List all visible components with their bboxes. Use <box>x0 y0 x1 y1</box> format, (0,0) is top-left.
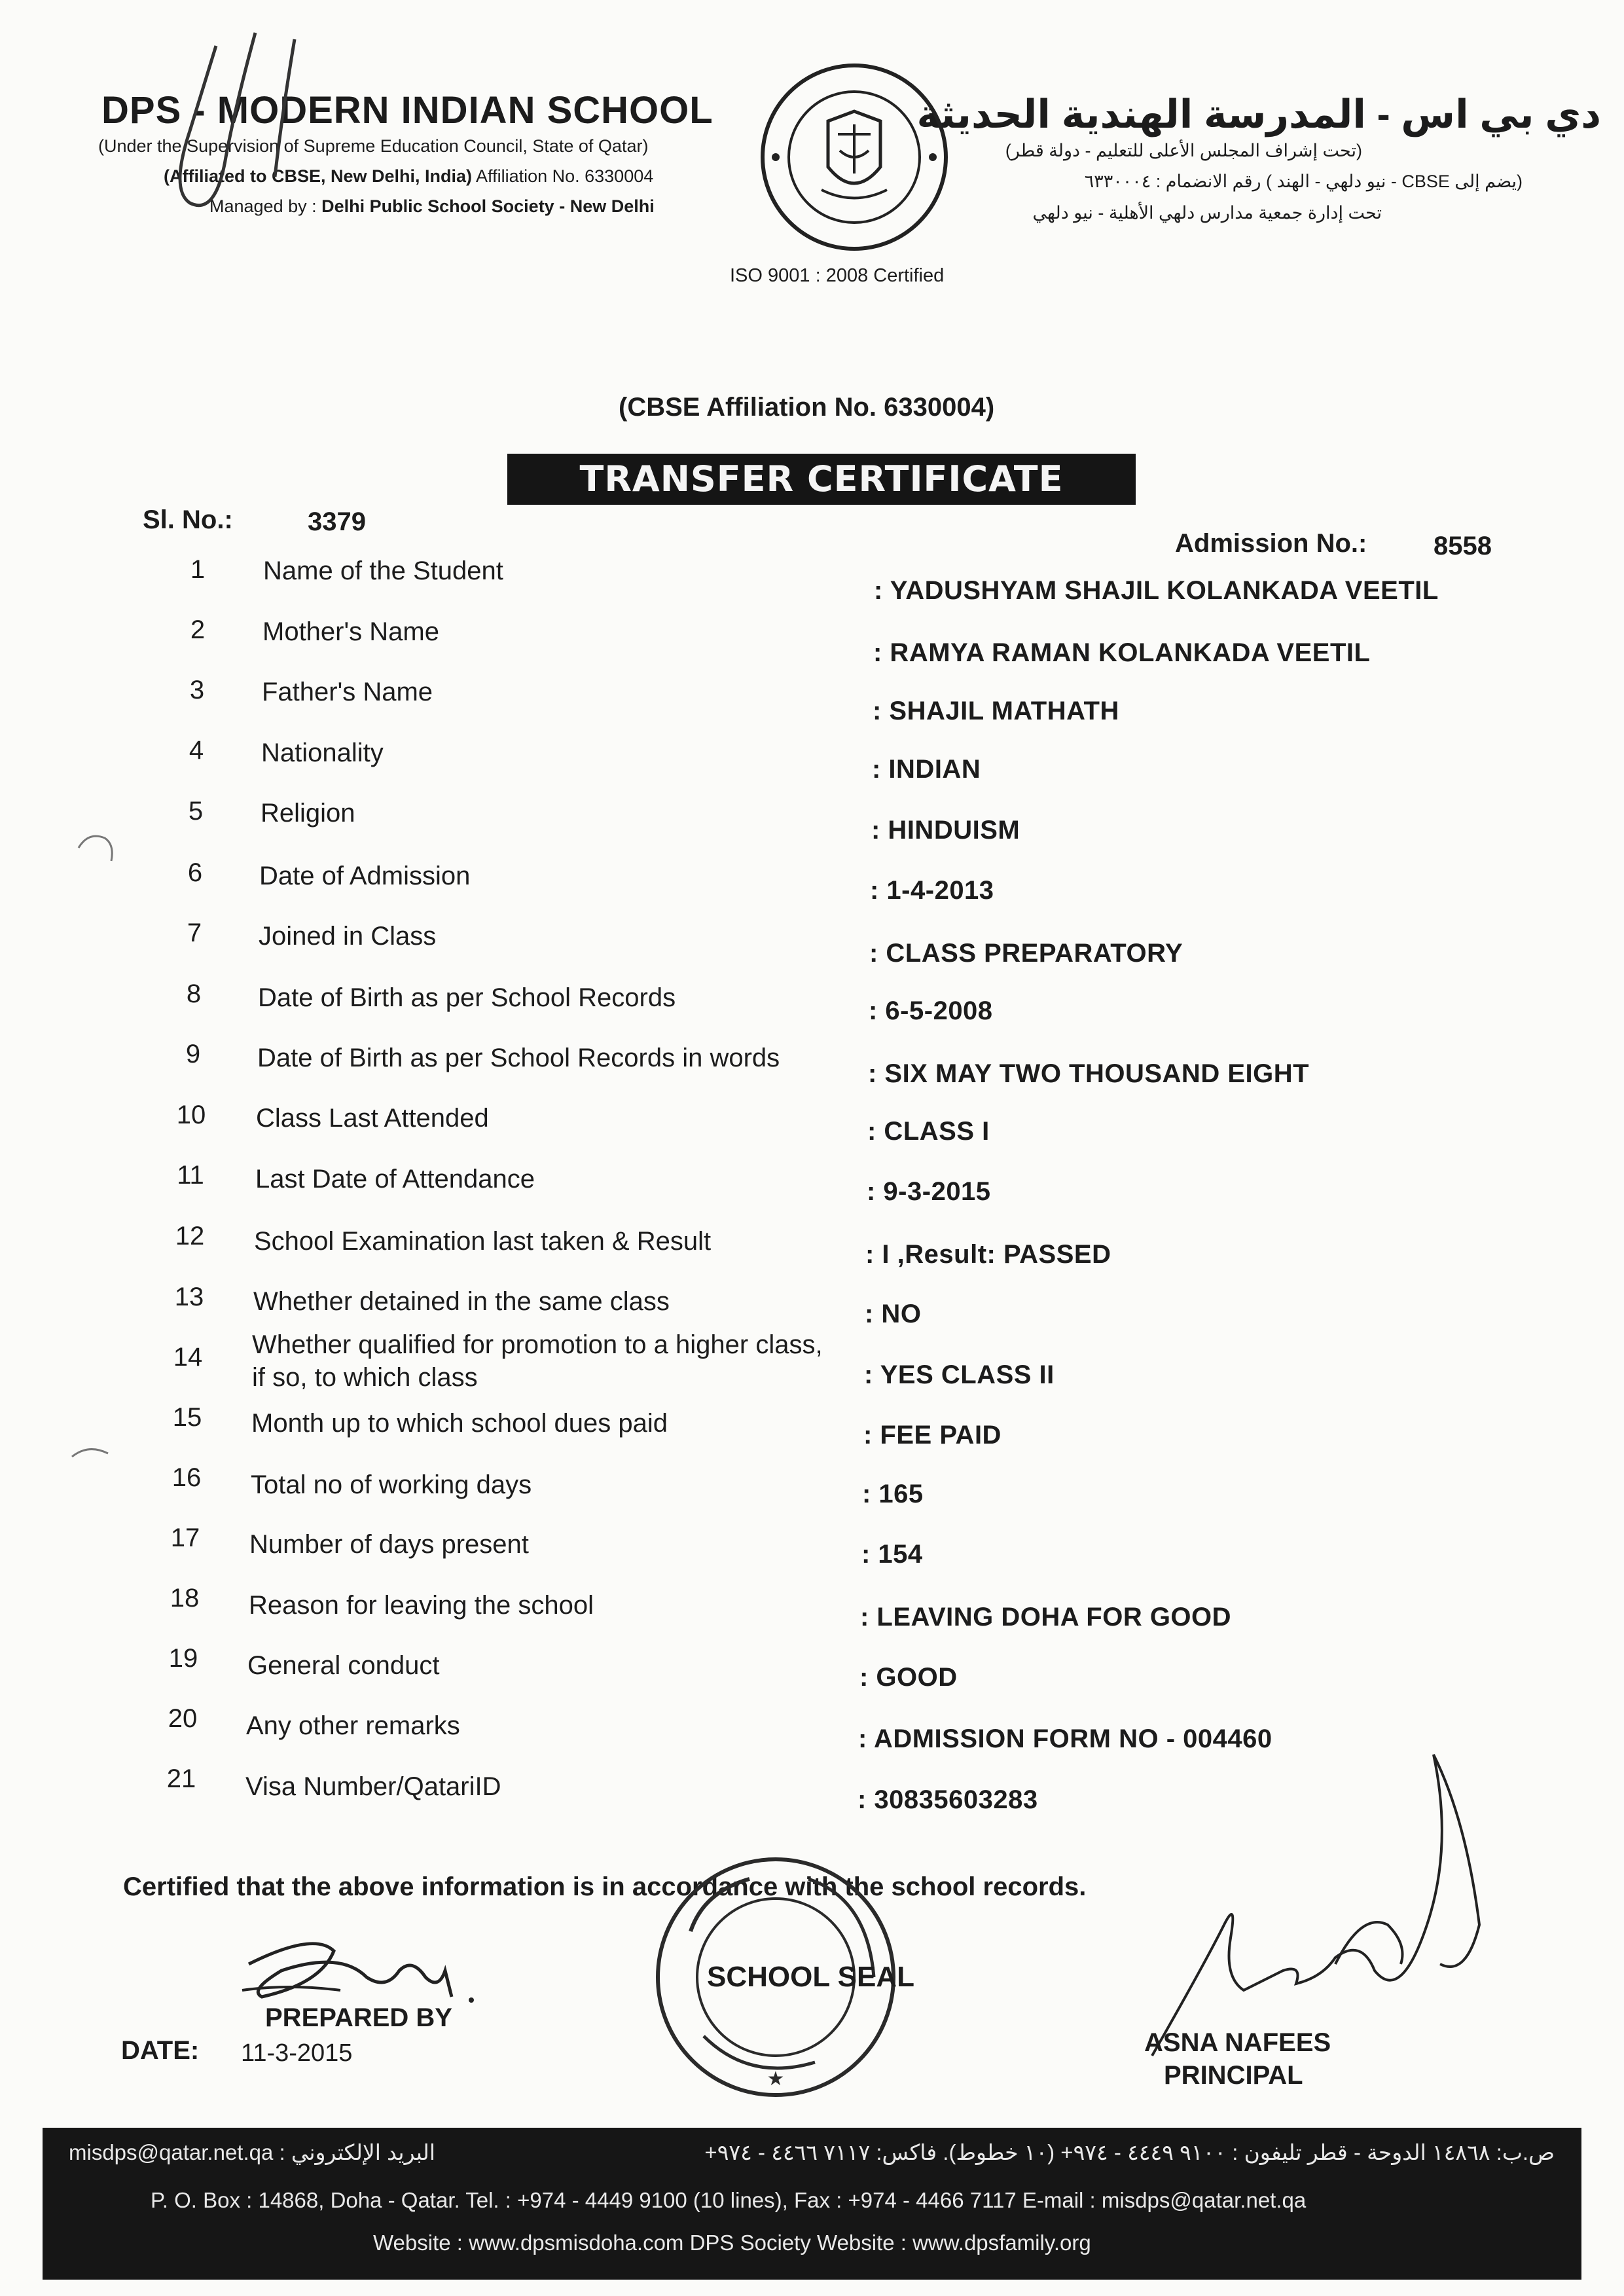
row-number: 9 <box>185 1040 201 1068</box>
affiliation-number: Affiliation No. 6330004 <box>472 166 654 186</box>
row-value: : YADUSHYAM SHAJIL KOLANKADA VEETIL <box>874 576 1439 605</box>
date-value: 11-3-2015 <box>241 2039 353 2067</box>
arabic-supervision-line: (تحت إشراف المجلس الأعلى للتعليم - دولة قطر) <box>1005 141 1362 160</box>
row-label: Number of days present <box>249 1530 529 1559</box>
row-value: : LEAVING DOHA FOR GOOD <box>860 1603 1232 1631</box>
iso-certification: ISO 9001 : 2008 Certified <box>730 265 945 286</box>
row-label: Date of Birth as per School Records <box>258 983 676 1012</box>
row-label: Class Last Attended <box>256 1104 489 1133</box>
managed-by-society: Delhi Public School Society - New Delhi <box>321 196 655 216</box>
row-number: 18 <box>170 1584 200 1613</box>
paper-clip-icon <box>164 26 373 223</box>
row-number: 3 <box>189 676 205 704</box>
row-value: : CLASS I <box>867 1117 990 1146</box>
row-value: : 154 <box>861 1540 923 1569</box>
footer-arabic-address: ص.ب: ١٤٨٦٨ الدوحة - قطر تليفون : ٩١٠٠ ٤٤٤٩ - ٩٧٤+ (١٠ خطوط). فاكس: ٧١١٧ ٤٤٦٦ - ٩٧٤+ <box>704 2140 1555 2164</box>
row-value: : HINDUISM <box>871 816 1020 845</box>
row-number: 2 <box>190 615 206 644</box>
row-label: Total no of working days <box>251 1470 532 1499</box>
row-value: : FEE PAID <box>863 1421 1001 1449</box>
arabic-affiliation-line: (يضم إلى CBSE - نيو دلهي - الهند ) رقم الانضمام : ٦٣٣٠٠٠٤ <box>1084 172 1523 191</box>
row-number: 7 <box>187 919 202 947</box>
row-number: 20 <box>168 1704 198 1733</box>
row-label: Whether detained in the same class <box>253 1287 670 1316</box>
row-label: School Examination last taken & Result <box>254 1227 712 1256</box>
footer-arabic-email: misdps@qatar.net.qa : البريد الإلكتروني <box>69 2140 435 2164</box>
row-value: : 165 <box>862 1480 924 1508</box>
row-label: Visa Number/QatariID <box>245 1772 501 1801</box>
row-value: : RAMYA RAMAN KOLANKADA VEETIL <box>873 638 1371 667</box>
row-number: 13 <box>174 1283 204 1311</box>
row-value: : 1-4-2013 <box>870 876 994 905</box>
hole-punch-mark-icon <box>75 828 121 867</box>
row-number: 10 <box>176 1101 206 1129</box>
serial-number-value: 3379 <box>308 507 366 536</box>
principal-title: PRINCIPAL <box>1164 2061 1303 2090</box>
serial-number-label: Sl. No.: <box>143 505 233 534</box>
school-name-english: DPS - MODERN INDIAN SCHOOL <box>101 89 713 132</box>
row-value: : CLASS PREPARATORY <box>869 939 1183 968</box>
row-value: : SIX MAY TWO THOUSAND EIGHT <box>868 1059 1310 1088</box>
row-number: 6 <box>187 858 203 887</box>
footer-arabic-line <box>69 2140 1555 2165</box>
row-label: Any other remarks <box>246 1711 460 1740</box>
school-seal-label: SCHOOL SEAL <box>707 1961 915 1993</box>
row-number: 21 <box>166 1764 196 1793</box>
row-label: Reason for leaving the school <box>249 1591 594 1620</box>
footer-website-line: Website : www.dpsmisdoha.com DPS Society Website : www.dpsfamily.org <box>373 2231 1091 2255</box>
row-label: Whether qualified for promotion to a higher class, <box>252 1330 823 1359</box>
principal-name: ASNA NAFEES <box>1144 2028 1331 2057</box>
admission-number-value: 8558 <box>1434 532 1492 560</box>
row-label: Month up to which school dues paid <box>251 1409 668 1438</box>
date-label: DATE: <box>121 2036 200 2065</box>
managed-by-prefix: Managed by : <box>209 196 322 216</box>
footer-address-line: P. O. Box : 14868, Doha - Qatar. Tel. : +974 - 4449 9100 (10 lines), Fax : +974 - 4466 7117 E-mail : misdps@qatar.net.qa <box>151 2188 1307 2212</box>
row-number: 15 <box>172 1403 202 1432</box>
admission-number-label: Admission No.: <box>1175 529 1367 558</box>
row-label: Name of the Student <box>263 556 503 585</box>
row-number: 17 <box>170 1523 200 1552</box>
row-value: : 6-5-2008 <box>869 996 993 1025</box>
row-value: : SHAJIL MATHATH <box>873 697 1119 725</box>
prepared-by-label: PREPARED BY <box>265 2003 452 2032</box>
certificate-title-bar: TRANSFER CERTIFICATE <box>507 454 1136 505</box>
hole-punch-mark-icon <box>69 1440 115 1467</box>
row-label: Nationality <box>261 738 384 767</box>
supervision-line: (Under the Supervision of Supreme Education Council, State of Qatar) <box>98 136 649 156</box>
cbse-affiliation-title: (CBSE Affiliation No. 6330004) <box>619 393 995 422</box>
row-number: 4 <box>189 736 204 765</box>
row-label: Date of Admission <box>259 862 471 890</box>
row-label: Date of Birth as per School Records in words <box>257 1044 780 1072</box>
row-value: : I ,Result: PASSED <box>865 1240 1111 1269</box>
row-label-continued: if so, to which class <box>252 1363 478 1392</box>
row-value: : NO <box>865 1300 922 1328</box>
row-value: : ADMISSION FORM NO - 004460 <box>858 1724 1272 1753</box>
row-label: General conduct <box>247 1651 440 1680</box>
affiliation-bold: (Affiliated to CBSE, New Delhi, India) <box>164 166 473 186</box>
row-value: : INDIAN <box>872 755 981 784</box>
contact-footer <box>43 2128 1581 2280</box>
certification-statement: Certified that the above information is in accordance with the school records. <box>123 1872 1087 1901</box>
row-value: : YES CLASS II <box>864 1360 1055 1389</box>
row-value: : GOOD <box>859 1663 958 1692</box>
row-label: Joined in Class <box>259 922 437 951</box>
arabic-managed-by-line: تحت إدارة جمعية مدارس دلهي الأهلية - نيو دلهي <box>1032 203 1382 223</box>
school-logo-icon <box>756 59 952 255</box>
row-label: Religion <box>261 799 355 828</box>
row-number: 12 <box>175 1222 205 1250</box>
row-number: 14 <box>173 1343 203 1372</box>
row-number: 5 <box>188 797 204 826</box>
row-number: 16 <box>171 1463 202 1492</box>
row-value: : 9-3-2015 <box>867 1177 991 1206</box>
row-number: 1 <box>190 555 206 584</box>
row-label: Last Date of Attendance <box>255 1165 535 1194</box>
row-label: Father's Name <box>262 678 433 706</box>
school-name-arabic: دي بي اس - المدرسة الهندية الحديثة <box>916 92 1601 136</box>
row-number: 11 <box>177 1161 204 1190</box>
row-value: : 30835603283 <box>857 1785 1038 1814</box>
row-number: 19 <box>168 1644 198 1673</box>
row-number: 8 <box>186 979 202 1008</box>
row-label: Mother's Name <box>262 617 439 646</box>
svg-text:★: ★ <box>767 2068 785 2090</box>
